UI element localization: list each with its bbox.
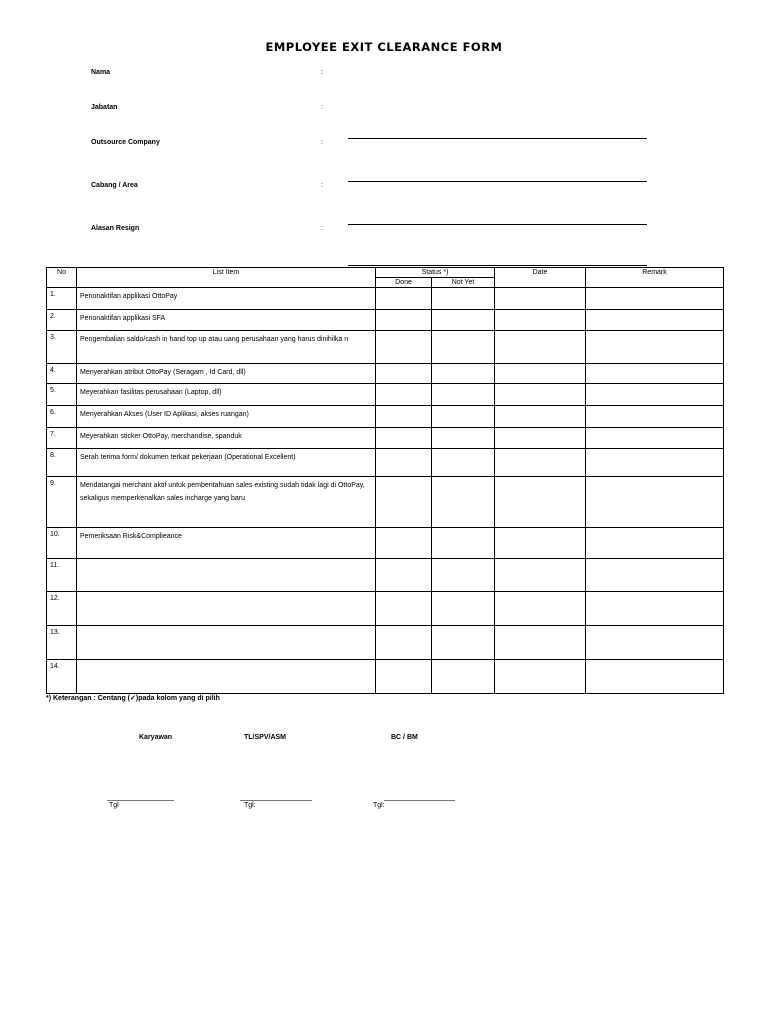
row-item: Mendatangai merchant aktif untuk pemberitahuan sales existing sudah tidak lagi di OttoPay, sekaligus memperkenalkan sales incharge yang baru [77,477,376,528]
header-no: No [47,268,77,288]
row-item[interactable] [77,559,376,592]
row-number: 6. [47,406,77,428]
remark-cell[interactable] [586,528,724,559]
not-yet-cell[interactable] [432,406,495,428]
row-number: 10. [47,528,77,559]
row-number: 4. [47,364,77,384]
not-yet-cell[interactable] [432,626,495,660]
table-row [47,384,724,406]
remark-cell[interactable] [586,428,724,449]
header-date: Date [495,268,586,288]
date-cell[interactable] [495,428,586,449]
clearance-checklist-table [46,267,724,694]
row-number: 3. [47,331,77,364]
remark-cell[interactable] [586,559,724,592]
date-cell[interactable] [495,592,586,626]
not-yet-cell[interactable] [432,528,495,559]
done-cell[interactable] [376,406,432,428]
row-item[interactable] [77,626,376,660]
done-cell[interactable] [376,331,432,364]
table-row [47,406,724,428]
row-item: Pengembalian saldo/cash in hand top up atau uang perusahaan yang harus dinihilka n [77,331,376,364]
row-number: 8. [47,449,77,477]
field-label-cabang-area: Cabang / Area [91,182,138,189]
field-label-jabatan: Jabatan [91,104,118,111]
table-row [47,660,724,694]
remark-cell[interactable] [586,449,724,477]
header-status: Status *) [376,268,495,278]
row-item: Serah terima form/ dokumen terkait pekerjaan (Operational Excellent) [77,449,376,477]
field-colon: : [321,139,323,146]
table-row [47,477,724,528]
table-row [47,559,724,592]
signature-role-karyawan: Karyawan [139,734,173,741]
remark-cell[interactable] [586,660,724,694]
row-item: Meyerahkan sticker OttoPay, merchandise, spanduk [77,428,376,449]
date-cell[interactable] [495,288,586,310]
signature-line-tl-spv-asm[interactable] [240,800,312,801]
field-label-alasan-resign: Alasan Resign [91,225,140,232]
table-row [47,626,724,660]
row-number: 2. [47,310,77,331]
not-yet-cell[interactable] [432,660,495,694]
remark-cell[interactable] [586,406,724,428]
header-remark: Remark [586,268,724,288]
date-cell[interactable] [495,364,586,384]
date-cell[interactable] [495,626,586,660]
field-colon: : [321,225,323,232]
remark-cell[interactable] [586,364,724,384]
row-number: 9. [47,477,77,528]
field-label-nama: Nama [91,69,111,76]
row-item: Pemeriksaan Risk&Complieance [77,528,376,559]
row-number: 5. [47,384,77,406]
done-cell[interactable] [376,559,432,592]
extra-input-line[interactable] [348,265,647,266]
signature-role-tl-spv-asm: TL/SPV/ASM [244,734,287,741]
not-yet-cell[interactable] [432,592,495,626]
date-cell[interactable] [495,559,586,592]
row-number: 12. [47,592,77,626]
remark-cell[interactable] [586,310,724,331]
date-cell[interactable] [495,449,586,477]
remark-cell[interactable] [586,626,724,660]
header-list-item: List Item [77,268,376,288]
signature-role-bc-bm: BC / BM [391,734,418,741]
row-item: Penonaktifan applikasi SFA [77,310,376,331]
table-row [47,331,724,364]
header-not-yet: Not Yet [432,278,495,288]
remark-cell[interactable] [586,288,724,310]
not-yet-cell[interactable] [432,310,495,331]
row-number: 11. [47,559,77,592]
done-cell[interactable] [376,626,432,660]
row-number: 7. [47,428,77,449]
form-title: EMPLOYEE EXIT CLEARANCE FORM [265,40,503,54]
not-yet-cell[interactable] [432,477,495,528]
not-yet-cell[interactable] [432,331,495,364]
table-row [47,310,724,331]
row-number: 13. [47,626,77,660]
signature-date-tl-spv-asm: Tgl: [244,802,256,809]
not-yet-cell[interactable] [432,288,495,310]
not-yet-cell[interactable] [432,428,495,449]
table-row [47,288,724,310]
date-cell[interactable] [495,660,586,694]
remark-cell[interactable] [586,331,724,364]
done-cell[interactable] [376,384,432,406]
remark-cell[interactable] [586,592,724,626]
header-done: Done [376,278,432,288]
signature-date-bc-bm: Tgl: [373,802,385,809]
date-cell[interactable] [495,477,586,528]
done-cell[interactable] [376,310,432,331]
table-row [47,449,724,477]
remark-cell[interactable] [586,384,724,406]
alasan-resign-input-line[interactable] [348,224,647,225]
row-number: 14. [47,660,77,694]
not-yet-cell[interactable] [432,384,495,406]
done-cell[interactable] [376,660,432,694]
row-item: Meyerahkan fasilitas perusahaan (Laptop, dll) [77,384,376,406]
table-row [47,592,724,626]
done-cell[interactable] [376,428,432,449]
signature-line-karyawan[interactable] [107,800,174,801]
done-cell[interactable] [376,288,432,310]
date-cell[interactable] [495,310,586,331]
done-cell[interactable] [376,364,432,384]
date-cell[interactable] [495,406,586,428]
date-cell[interactable] [495,331,586,364]
row-item: Menyerahkan Akses (User ID Aplikasi, akses ruangan) [77,406,376,428]
date-cell[interactable] [495,384,586,406]
signature-date-karyawan: Tgl [109,802,119,809]
field-label-outsource-company: Outsource Company [91,139,160,146]
row-item[interactable] [77,660,376,694]
table-row [47,364,724,384]
table-row [47,428,724,449]
table-row [47,528,724,559]
field-colon: : [321,69,323,76]
done-cell[interactable] [376,449,432,477]
not-yet-cell[interactable] [432,449,495,477]
remark-cell[interactable] [586,477,724,528]
not-yet-cell[interactable] [432,364,495,384]
not-yet-cell[interactable] [432,559,495,592]
row-item[interactable] [77,592,376,626]
signature-line-bc-bm[interactable] [384,800,455,801]
field-colon: : [321,104,323,111]
field-colon: : [321,182,323,189]
row-item: Menyerahkan atribut OttoPay (Seragam , Id Card, dll) [77,364,376,384]
row-item: Penonaktifan applikasi OttoPay [77,288,376,310]
done-cell[interactable] [376,477,432,528]
cabang-area-input-line[interactable] [348,181,647,182]
row-number: 1. [47,288,77,310]
date-cell[interactable] [495,528,586,559]
outsource-company-input-line[interactable] [348,138,647,139]
done-cell[interactable] [376,528,432,559]
done-cell[interactable] [376,592,432,626]
status-note: *) Keterangan : Centang (✓)pada kolom yang di pilih [46,695,220,702]
